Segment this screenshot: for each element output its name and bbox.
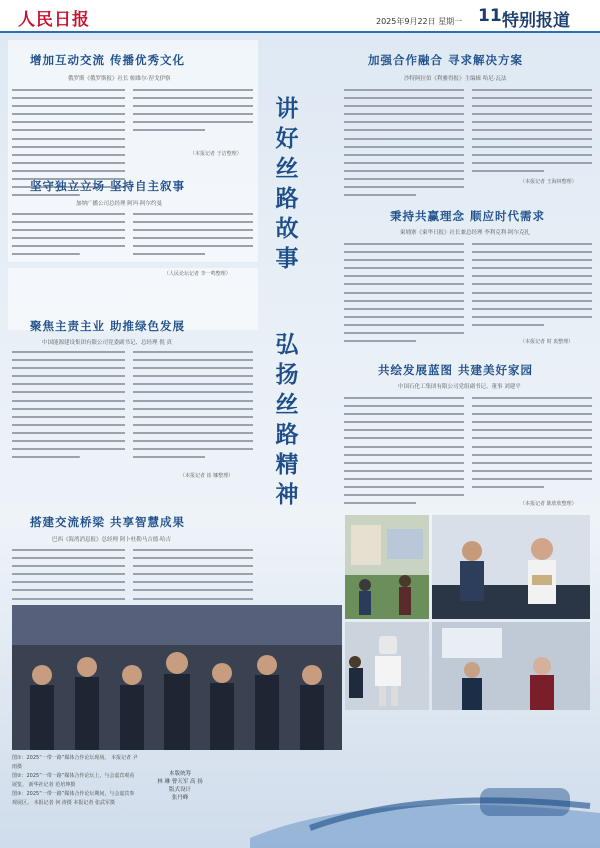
text-line [133,570,253,578]
text-line [472,151,592,159]
article-body [133,348,253,468]
text-line [472,394,592,402]
text-line [344,459,464,467]
text-line [472,467,592,475]
text-line [472,248,592,256]
text-line [12,143,125,151]
text-line [12,159,125,167]
text-line [472,167,592,175]
text-line [12,250,125,258]
text-line [133,405,253,413]
text-line [12,167,125,175]
text-line [472,402,592,410]
text-line [12,578,125,586]
text-line [344,248,464,256]
page-credits [150,770,210,802]
text-line [133,413,253,421]
text-line [133,421,253,429]
text-line [12,226,125,234]
article-headline: 增加互动交流 传播优秀文化 [30,53,186,67]
text-line [344,167,464,175]
text-line [472,443,592,451]
text-line [12,429,125,437]
text-line [344,110,464,118]
text-line [472,297,592,305]
text-line [133,250,253,258]
photo-exhibition [345,515,429,619]
text-line [133,554,253,562]
credits-editor-label: 本版统筹 [168,771,191,777]
text-line [472,280,592,288]
text-line [12,210,125,218]
article-headline: 坚守独立立场 坚持自主叙事 [30,179,186,193]
text-line [133,126,253,134]
text-line [472,264,592,272]
article-signature: （本报记者 王海林整理） [520,179,577,185]
text-line [133,397,253,405]
text-line [344,135,464,143]
article-signature: （本报记者 时 衷整理） [520,339,574,345]
article-body [344,86,464,204]
text-line [133,562,253,570]
text-line [472,118,592,126]
text-line [472,256,592,264]
text-line [344,183,464,191]
text-line [472,418,592,426]
text-line [133,578,253,586]
text-line [344,126,464,134]
text-line [472,434,592,442]
text-line [344,491,464,499]
photo-captions [12,754,138,808]
text-line [472,289,592,297]
text-line [12,118,125,126]
text-line [472,126,592,134]
text-line [133,234,253,242]
text-line [472,272,592,280]
text-line [344,467,464,475]
text-line [472,451,592,459]
text-line [472,143,592,151]
text-line [12,218,125,226]
text-line [344,102,464,110]
text-line [344,321,464,329]
text-line [472,135,592,143]
text-line [133,429,253,437]
text-line [344,297,464,305]
text-line [472,240,592,248]
text-line [472,459,592,467]
text-line [344,410,464,418]
text-line [472,410,592,418]
text-line [344,143,464,151]
text-line [472,86,592,94]
article-signature: （本报记者 崔 娜整理） [180,473,234,479]
caption-credit: 本报记者 张武军摄 [73,800,115,806]
text-line [12,102,125,110]
text-line [472,110,592,118]
article-headline: 共绘发展蓝图 共建美好家园 [378,363,534,377]
text-line [472,475,592,483]
text-line [344,394,464,402]
text-line [133,356,253,364]
text-line [133,380,253,388]
issue-date: 2025年9月22日 星期一 [376,17,463,26]
text-line [344,305,464,313]
article-body [344,240,464,346]
text-line [133,94,253,102]
text-line [344,280,464,288]
text-line [344,443,464,451]
text-line [133,102,253,110]
article-headline: 聚焦主责主业 助推绿色发展 [30,319,186,333]
caption-credit: 本报记者 尹 雨摄 [12,755,138,770]
text-line [12,356,125,364]
article-headline: 秉持共赢理念 顺应时代需求 [390,209,546,223]
text-line [12,586,125,594]
credits-editors: 林 琳 曹天军 高 扬 [157,779,203,785]
text-line [472,426,592,434]
article-byline: 俄罗斯《俄罗斯报》社长 帕维尔·涅戈伊察 [68,76,171,82]
text-line [12,380,125,388]
text-line [12,437,125,445]
vertical-title-line1: 讲 好 丝 路 故 事 [275,95,299,272]
text-line [472,305,592,313]
text-line [12,570,125,578]
text-line [344,313,464,321]
article-body [472,240,592,332]
text-line [12,126,125,134]
text-line [133,372,253,380]
decorative-train-graphic [250,758,600,848]
article-byline: 中国石化工集团有限公司党组副书记、董事 刘建平 [398,384,521,390]
text-line [344,402,464,410]
text-line [344,272,464,280]
text-line [344,499,464,507]
text-line [344,337,464,345]
photo-forum-audience [12,605,342,750]
text-line [344,434,464,442]
text-line [12,234,125,242]
text-line [133,445,253,453]
caption-credit: 本报记者 何 涛摄 [33,800,72,806]
text-line [133,86,253,94]
text-line [12,94,125,102]
text-line [133,546,253,554]
photo-robot [345,622,429,710]
article-body [472,86,592,176]
text-line [472,313,592,321]
text-line [472,159,592,167]
article-headline: 加强合作融合 寻求解决方案 [368,53,524,67]
text-line [472,321,592,329]
text-line [12,388,125,396]
text-line [344,94,464,102]
text-line [12,445,125,453]
text-line [344,426,464,434]
text-line [344,329,464,337]
text-line [12,453,125,461]
text-line [344,256,464,264]
article-signature: （人民论坛记者 李一鸣整理） [164,271,231,277]
text-line [12,554,125,562]
page-number: 11 [478,6,502,26]
text-line [133,110,253,118]
photo-visitors [432,622,590,710]
text-line [344,451,464,459]
text-line [344,86,464,94]
text-line [344,240,464,248]
text-line [133,242,253,250]
article-byline: 中国能源建设集团有限公司党委副书记、总经理 倪 真 [42,340,172,346]
text-line [12,372,125,380]
text-line [12,546,125,554]
article-signature: （本报记者 陈欣欣整理） [520,501,577,507]
text-line [12,242,125,250]
text-line [472,102,592,110]
text-line [344,289,464,297]
photo-forum-guests [432,515,590,619]
text-line [344,118,464,126]
text-line [344,151,464,159]
text-line [133,586,253,594]
text-line [133,210,253,218]
credits-design-label: 版式设计 [168,787,191,793]
text-line [344,159,464,167]
text-line [12,405,125,413]
text-line [12,595,125,603]
section-title: 特别报道 [502,11,570,31]
text-line [12,397,125,405]
text-line [344,264,464,272]
text-line [344,418,464,426]
caption: 图③：2025“一带一路”媒体合作论坛期间，与会嘉宾参观展区。 [12,791,135,806]
article-body [12,348,125,468]
text-line [472,483,592,491]
caption-credit: 新华社记者 范培坤摄 [28,782,76,788]
text-line [133,364,253,372]
text-line [133,388,253,396]
text-line [133,453,253,461]
article-body [472,394,592,494]
text-line [12,348,125,356]
text-line [344,191,464,199]
article-signature: （本报记者 于洁整理） [190,151,242,157]
text-line [133,118,253,126]
text-line [12,151,125,159]
newspaper-logo: 人民日报 [18,10,90,30]
caption: 图①：2025“一带一路”媒体合作论坛现场。 [12,755,110,761]
text-line [344,175,464,183]
text-line [133,218,253,226]
text-line [12,86,125,94]
text-line [133,595,253,603]
text-line [344,475,464,483]
article-byline: 加纳广播公司总经理 阿玛·阿尔约曼 [76,201,162,207]
credits-designer: 张丹峰 [171,795,189,801]
article-byline: 柬埔寨《柬华日报》社长兼总经理 李利克利·阿尔克扎 [400,230,530,236]
text-line [133,348,253,356]
article-body [344,394,464,514]
text-line [133,226,253,234]
vertical-title-line2: 弘 扬 丝 路 精 神 [275,331,299,508]
article-body [133,86,253,140]
article-headline: 搭建交流桥梁 共享智慧成果 [30,515,186,529]
text-line [12,421,125,429]
text-line [12,110,125,118]
article-body [12,210,125,264]
article-body [133,210,253,264]
text-line [12,413,125,421]
text-line [344,483,464,491]
text-line [472,94,592,102]
caption: 图②：2025“一带一路”媒体合作论坛上，与会嘉宾观看展览。 [12,773,135,788]
text-line [12,364,125,372]
text-line [12,135,125,143]
text-line [12,562,125,570]
article-byline: 沙特阿拉伯《利雅得报》主编辑 哈尼·瓦法 [404,76,507,82]
article-byline: 巴西《海湾消息报》总经理 阿卜杜勒马吉德·哈吉 [52,537,171,543]
text-line [133,437,253,445]
